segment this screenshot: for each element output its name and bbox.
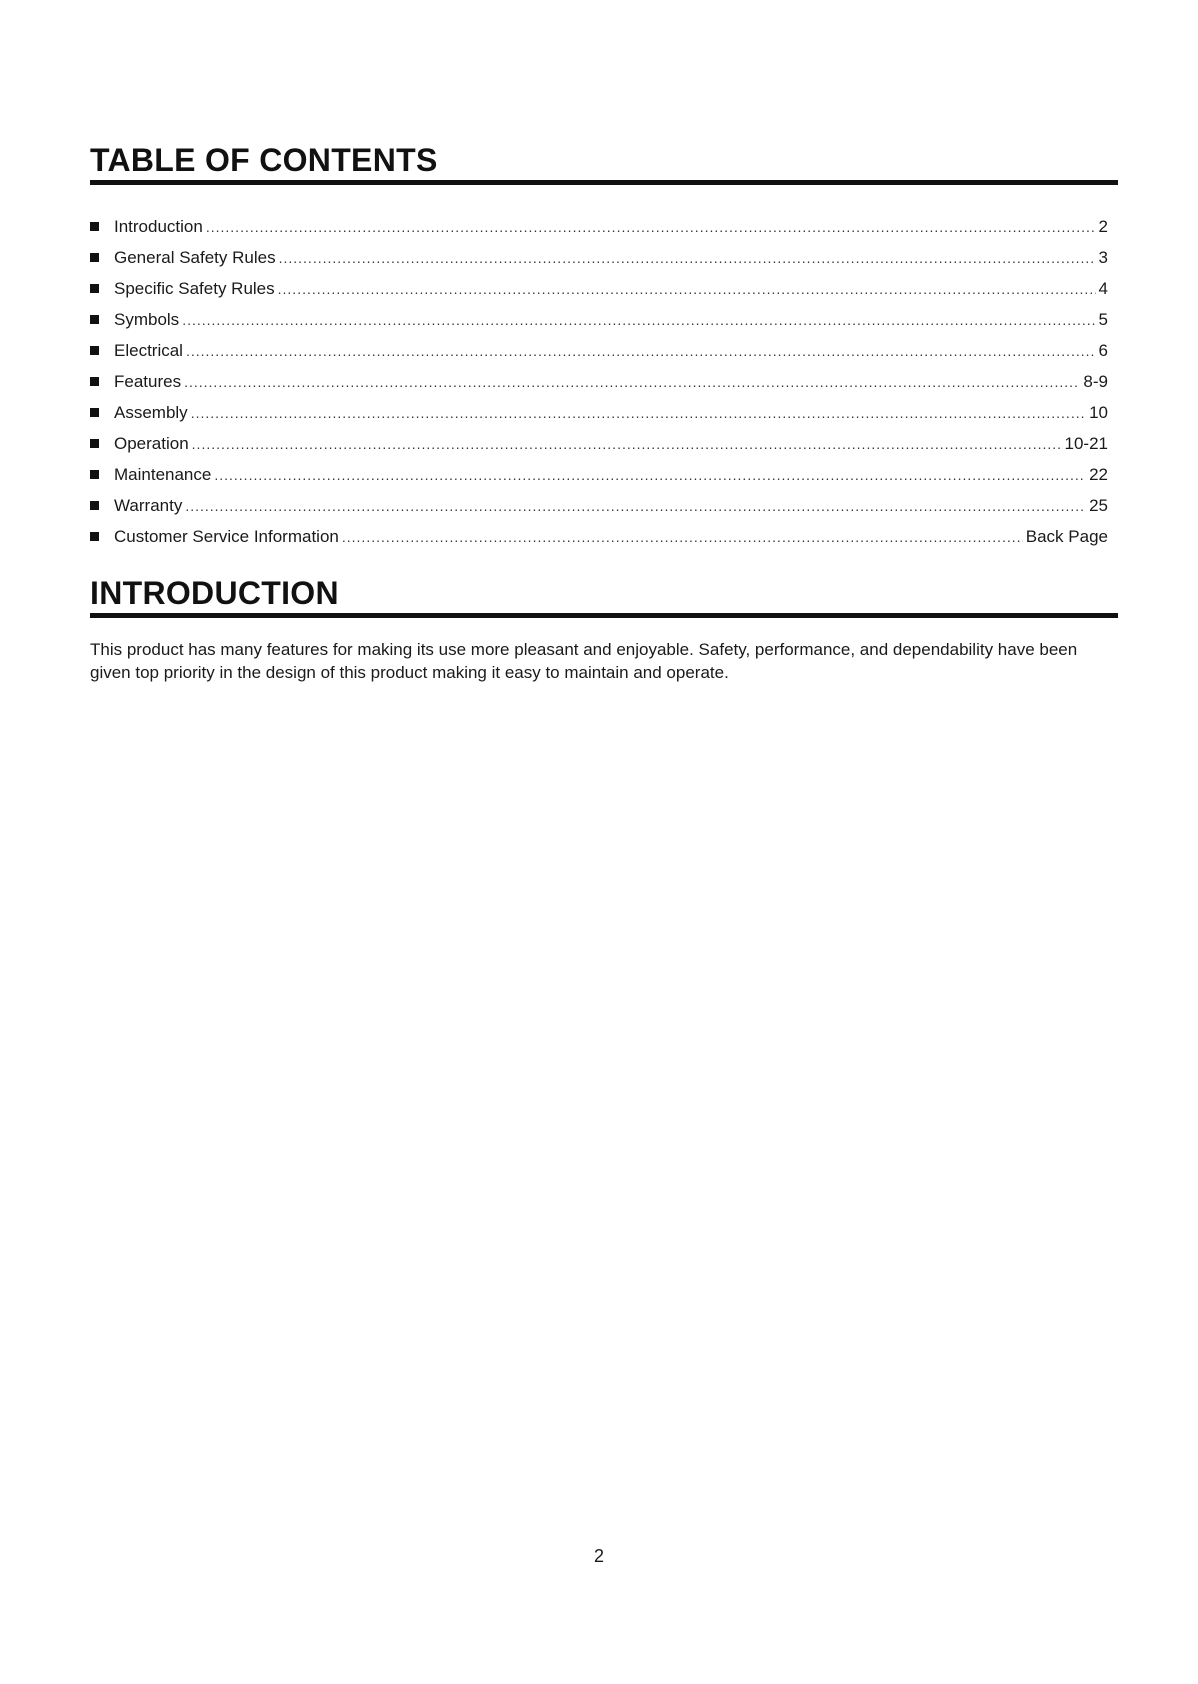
toc-entry-label: Electrical — [114, 341, 183, 360]
toc-entry-page: 8-9 — [1083, 372, 1108, 391]
dot-leader — [185, 491, 1086, 522]
dot-leader — [342, 522, 1023, 553]
toc-entry-page: 22 — [1089, 465, 1108, 484]
toc-entry-label: Operation — [114, 434, 189, 453]
toc-entry-electrical[interactable] — [90, 335, 1108, 366]
introduction-heading-rule — [90, 613, 1118, 618]
toc-heading: TABLE OF CONTENTS — [90, 142, 438, 178]
square-bullet-icon — [90, 222, 99, 231]
toc-entry-label: Introduction — [114, 217, 203, 236]
toc-entry-general-safety-rules[interactable] — [90, 242, 1108, 273]
dot-leader — [184, 367, 1080, 398]
square-bullet-icon — [90, 284, 99, 293]
toc-entry-page: 25 — [1089, 496, 1108, 515]
toc-list — [90, 211, 1108, 552]
dot-leader — [182, 305, 1095, 336]
toc-entry-page: 6 — [1098, 341, 1108, 360]
toc-entry-label: Symbols — [114, 310, 180, 329]
introduction-heading: INTRODUCTION — [90, 575, 339, 611]
dot-leader — [192, 429, 1062, 460]
toc-entry-label: General Safety Rules — [114, 248, 276, 267]
toc-entry-label: Warranty — [114, 496, 183, 515]
toc-entry-label: Features — [114, 372, 182, 391]
square-bullet-icon — [90, 253, 99, 262]
toc-entry-page: 2 — [1098, 217, 1108, 236]
dot-leader — [186, 336, 1096, 367]
dot-leader — [278, 274, 1096, 305]
toc-entry-operation[interactable] — [90, 428, 1108, 459]
toc-entry-introduction[interactable] — [90, 211, 1108, 242]
toc-entry-customer-service-information[interactable] — [90, 521, 1108, 552]
square-bullet-icon — [90, 377, 99, 386]
toc-entry-page: 10-21 — [1064, 434, 1108, 453]
dot-leader — [279, 243, 1096, 274]
toc-entry-warranty[interactable] — [90, 490, 1108, 521]
toc-entry-page: 4 — [1098, 279, 1108, 298]
square-bullet-icon — [90, 532, 99, 541]
toc-entry-specific-safety-rules[interactable] — [90, 273, 1108, 304]
introduction-paragraph: This product has many features for making its use more pleasant and enjoyable. Safety, performance, and dependability have been given top priority in the design of this product making it easy to maintain and operate. — [90, 640, 1078, 682]
toc-heading-rule — [90, 180, 1118, 185]
page-number: 2 — [593, 1546, 604, 1566]
toc-entry-assembly[interactable] — [90, 397, 1108, 428]
square-bullet-icon — [90, 315, 99, 324]
toc-entry-features[interactable] — [90, 366, 1108, 397]
toc-entry-label: Customer Service Information — [114, 527, 339, 546]
dot-leader — [214, 460, 1086, 491]
toc-entry-page: 5 — [1098, 310, 1108, 329]
square-bullet-icon — [90, 501, 99, 510]
toc-entry-label: Specific Safety Rules — [114, 279, 275, 298]
dot-leader — [206, 212, 1096, 243]
dot-leader — [191, 398, 1086, 429]
toc-entry-maintenance[interactable] — [90, 459, 1108, 490]
square-bullet-icon — [90, 346, 99, 355]
toc-entry-page: 3 — [1098, 248, 1108, 267]
square-bullet-icon — [90, 470, 99, 479]
toc-entry-symbols[interactable] — [90, 304, 1108, 335]
toc-entry-page: 10 — [1089, 403, 1108, 422]
toc-entry-label: Assembly — [114, 403, 188, 422]
square-bullet-icon — [90, 439, 99, 448]
toc-entry-page: Back Page — [1025, 527, 1108, 546]
toc-entry-label: Maintenance — [114, 465, 212, 484]
square-bullet-icon — [90, 408, 99, 417]
